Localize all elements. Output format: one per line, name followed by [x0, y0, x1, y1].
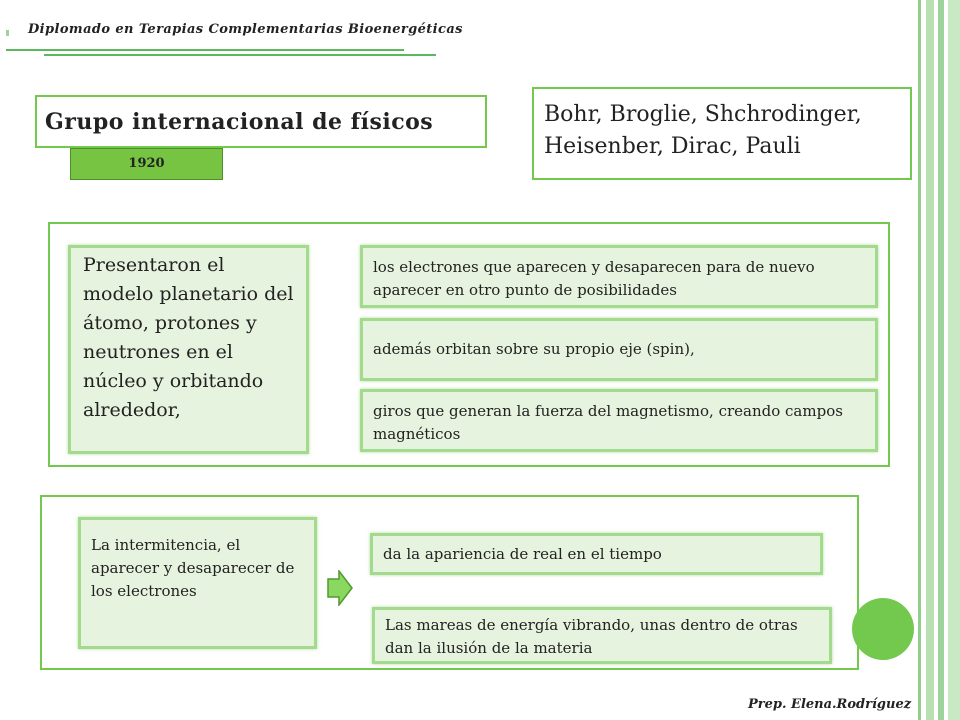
header-underline — [6, 49, 404, 51]
year-badge: 1920 — [70, 148, 223, 180]
decorative-stripe — [918, 0, 921, 720]
topic-title-box — [35, 95, 487, 148]
slide-header-title: Diplomado en Terapias Complementarias Bioenergéticas — [28, 22, 463, 37]
decorative-stripe — [938, 0, 944, 720]
decorative-stripe — [948, 0, 960, 720]
arrow-right-icon — [327, 570, 353, 606]
reality-time-card: da la apariencia de real en el tiempo — [370, 533, 823, 575]
decorative-stripe — [926, 0, 934, 720]
topic-title: Grupo internacional de físicos — [45, 109, 434, 135]
spin-card: además orbitan sobre su propio eje (spin), — [360, 318, 878, 381]
magnetism-card: giros que generan la fuerza del magnetismo, creando campos magnéticos — [360, 389, 878, 452]
electrons-card: los electrones que aparecen y desaparecen para de nuevo aparecer en otro punto de posibilidades — [360, 245, 878, 308]
physicists-names-line: Bohr, Broglie, Shchrodinger, — [544, 102, 862, 127]
atom-model-card: Presentaron el modelo planetario del átomo, protones y neutrones en el núcleo y orbitando alrededor, — [68, 245, 309, 454]
energy-tides-card: Las mareas de energía vibrando, unas dentro de otras dan la ilusión de la materia — [372, 607, 832, 664]
physicists-names-line: Heisenber, Dirac, Pauli — [544, 134, 801, 159]
decorative-circle — [852, 598, 914, 660]
header-tick — [6, 30, 9, 36]
header-underline — [44, 54, 436, 56]
intermittence-card: La intermitencia, el aparecer y desaparecer de los electrones — [78, 517, 317, 649]
physicists-names-box — [532, 87, 912, 180]
author-credit: Prep. Elena.Rodríguez — [748, 697, 912, 712]
